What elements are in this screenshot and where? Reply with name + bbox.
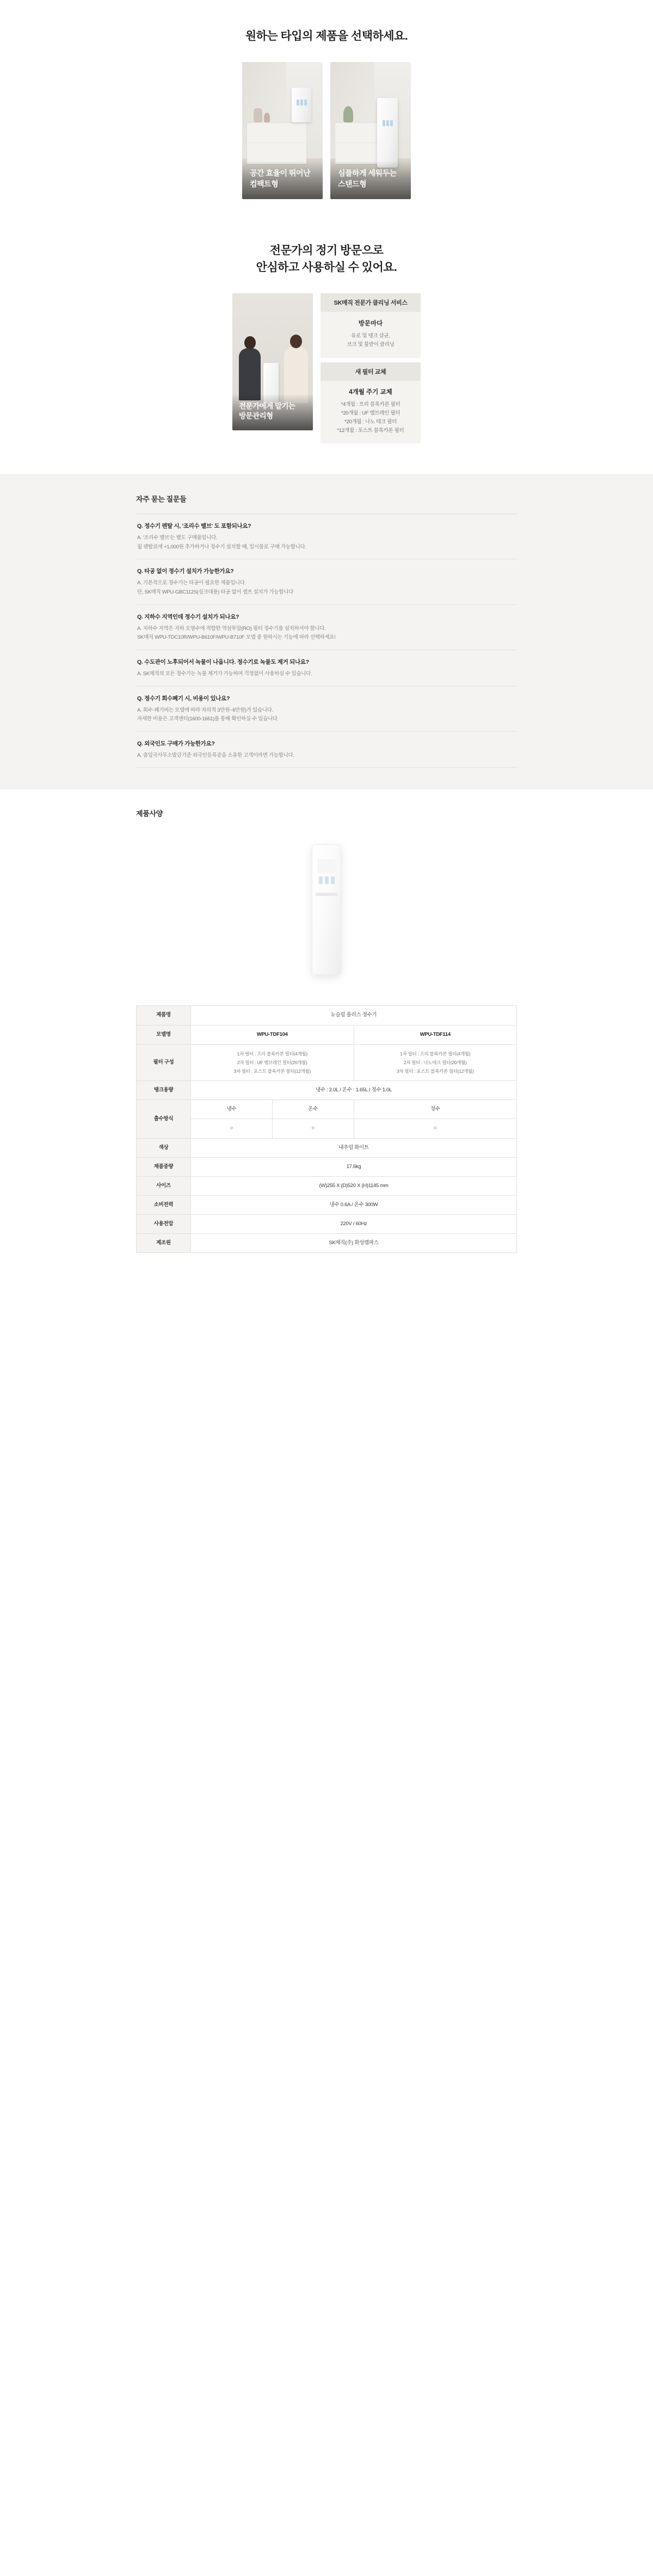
- stand-purifier-illustration: [377, 98, 398, 168]
- spec-value-cell: ○: [272, 1119, 354, 1138]
- faq-answer-line: 월 렌탈료에 +1,000원 추가하거나 정수기 설치할 때, 일시불로 구매 가능합니다.: [137, 543, 306, 550]
- spec-row: [137, 1006, 517, 1025]
- care-visit-box: [321, 312, 421, 357]
- tap-icons: [381, 119, 393, 126]
- faq-answer: [137, 706, 516, 724]
- spec-title: 제품사양: [136, 810, 163, 818]
- care-title-line2: 안심하고 사용하실 수 있어요.: [256, 261, 397, 274]
- visit-line-1: 유로 및 탱크 살균,: [351, 333, 390, 339]
- care-service-header: SK매직 전문가 클리닝 서비스: [321, 293, 421, 312]
- counter: [247, 122, 307, 164]
- faq-title: 자주 묻는 질문들: [136, 495, 187, 504]
- care-caption-line1: 전문가에게 맡기는: [239, 401, 295, 410]
- spec-row: [137, 1195, 517, 1214]
- spec-row: [137, 1176, 517, 1195]
- care-photo-card[interactable]: [232, 293, 313, 430]
- filter-line-1: *4개월 : 프리 블록카본 필터: [341, 401, 401, 407]
- spec-value-cell: 뉴슬림 플러스 정수기: [191, 1006, 517, 1025]
- stand-card-caption: [330, 160, 411, 199]
- spec-value-line: 3차 필터 : 포스트 블록카본 필터(12개월): [397, 1068, 474, 1074]
- filter-line-3: *20개월 : 나노 테크 필터: [344, 418, 397, 425]
- faq-question: Q. 지하수 지역인데 정수기 설치가 되나요?: [137, 613, 239, 620]
- spec-section: [0, 789, 653, 1275]
- care-title-line1: 전문가의 정기 방문으로: [269, 244, 384, 257]
- faq-answer: [137, 670, 516, 679]
- faq-answer-line: A. 지하수 지역은 지하 오염수에 적합한 역삼투압(RO) 필터 정수기를 설치하셔야 합니다.: [137, 625, 326, 632]
- spec-row-header: 필터 구성: [137, 1044, 191, 1080]
- filter-box: [321, 381, 421, 444]
- spec-row: [137, 1157, 517, 1176]
- spec-row-header: 소비전력: [137, 1195, 191, 1214]
- visit-line-2: 코크 및 물받이 클리닝: [347, 342, 395, 348]
- spec-table-body: [137, 1006, 517, 1253]
- spec-value-cell: ○: [354, 1119, 517, 1138]
- spec-value-line: 2차 필터 : 나노테크 필터(20개월): [403, 1059, 467, 1065]
- type-card-list: [0, 62, 653, 199]
- spec-value-line: 2차 필터 : UF 멤브레인 필터(20개월): [237, 1059, 307, 1065]
- faq-question: Q. 타공 없이 정수기 설치가 가능한가요?: [137, 568, 234, 575]
- compact-caption-line1: 공간 효율이 뛰어난: [250, 169, 310, 178]
- type-selection-title: 원하는 타입의 제품을 선택하세요.: [245, 30, 408, 42]
- faq-question: Q. 정수기 회수폐기 시, 비용이 있나요?: [137, 695, 230, 702]
- faq-answer-line: A. SK매직의 모든 정수기는 녹물 제거가 가능하며 걱정없이 사용하실 수 있습니다.: [137, 670, 312, 677]
- faq-answer: [137, 751, 516, 761]
- faq-answer-line: A. 회수·폐기비는 모델에 따라 자의적 3만원~6만원)가 있습니다.: [137, 707, 273, 713]
- faq-answer-line: A. '조리수 밸브'는 별도 구매품입니다.: [137, 535, 218, 541]
- filter-line-4: *12개월 : 포스트 블록카본 필터: [337, 428, 404, 434]
- faq-section: [0, 474, 653, 789]
- spec-row: [137, 1025, 517, 1044]
- spec-value-line: 3차 필터 : 포스트 블록카본 필터(12개월): [233, 1068, 311, 1074]
- stand-caption-line1: 심플하게 세워두는: [338, 169, 397, 178]
- faq-item[interactable]: [136, 605, 517, 650]
- spec-row-header: 모델명: [137, 1025, 191, 1044]
- tap-icons: [295, 98, 307, 105]
- spec-row-header: 탱크용량: [137, 1081, 191, 1100]
- tap-icons: [317, 876, 336, 887]
- faq-item[interactable]: [136, 559, 517, 604]
- type-selection-section: [0, 0, 653, 223]
- spec-row: [137, 1100, 517, 1119]
- faq-answer-line: 자세한 비용은 고객센터(1600-1661)를 통해 확인하실 수 있습니다.: [137, 716, 279, 722]
- spec-row-header: 색상: [137, 1138, 191, 1157]
- spec-value-cell: WPU-TDF104: [191, 1025, 354, 1044]
- care-service-section: [0, 223, 653, 474]
- compact-purifier-illustration: [292, 88, 311, 122]
- spec-table: [136, 1005, 517, 1253]
- spec-row: [137, 1138, 517, 1157]
- type-card-compact[interactable]: [242, 62, 323, 199]
- spec-value-cell: 내추럴 화이트: [191, 1138, 517, 1157]
- care-caption-line2: 방문관리형: [239, 412, 273, 421]
- spec-row-header: 사용전압: [137, 1215, 191, 1234]
- drip-tray: [316, 893, 337, 896]
- filter-title: 4개월 주기 교체: [349, 388, 392, 396]
- faq-question: Q. 수도관이 노후되어서 녹물이 나옵니다. 정수기로 녹물도 제거 되나요?: [137, 658, 309, 665]
- spec-value-cell: 17.6kg: [191, 1157, 517, 1176]
- care-photo-caption: [232, 394, 313, 431]
- technician-illustration: [239, 348, 261, 400]
- spec-inner: [136, 808, 517, 818]
- compact-caption-line2: 컴팩트형: [250, 179, 279, 188]
- faq-inner: [136, 493, 517, 768]
- faq-question: Q. 외국인도 구매가 가능한가요?: [137, 740, 215, 747]
- spec-subheader-cell: 정수: [354, 1100, 517, 1119]
- spec-value-line: 1차 필터 : 프리 블록카본 필터(4개월): [400, 1051, 471, 1057]
- spec-row-header: 제품중량: [137, 1157, 191, 1176]
- faq-question: Q. 정수기 렌탈 시, '조리수 밸브' 도 포함되나요?: [137, 523, 251, 530]
- control-panel: [317, 859, 336, 873]
- faq-answer: [137, 625, 516, 643]
- stand-caption-line2: 스탠드형: [338, 179, 367, 188]
- spec-row: [137, 1044, 517, 1080]
- spec-row-header: 제조원: [137, 1234, 191, 1253]
- compact-card-caption: [242, 160, 323, 199]
- small-vase-icon: [264, 113, 270, 122]
- spec-value-cell: [191, 1044, 354, 1080]
- care-filter-block: [321, 362, 421, 444]
- spec-row: [137, 1119, 517, 1138]
- spec-value-cell: 220V / 60Hz: [191, 1215, 517, 1234]
- faq-item[interactable]: [136, 514, 517, 559]
- type-card-stand[interactable]: [330, 62, 411, 199]
- filter-header: 새 필터 교체: [321, 362, 421, 381]
- spec-value-cell: ○: [191, 1119, 273, 1138]
- spec-value-line: 1차 필터 : 프리 블록카본 필터(4개월): [237, 1051, 307, 1057]
- spec-row-header: 제품명: [137, 1006, 191, 1025]
- filter-line-2: *20개월 : UF 멤브레인 필터: [341, 410, 401, 416]
- faq-answer-line: SK매직 WPU-TDC10R/WPU-B610F/WPU-B710F 모델 중 원하시는 기능에 따라 선택하세요!: [137, 634, 336, 641]
- visit-title: 방문마다: [358, 320, 383, 328]
- spec-value-cell: 냉수 : 2.0L / 온수 : 1.65L / 정수 1.0L: [191, 1081, 517, 1100]
- spec-row: [137, 1215, 517, 1234]
- faq-item[interactable]: [136, 732, 517, 768]
- faq-answer-line: A. 출입국사무소발급기준 외국인등록증을 소유한 고객이라면 가능합니다.: [137, 752, 294, 758]
- spec-value-cell: WPU-TDF114: [354, 1025, 517, 1044]
- faq-answer-line: 단, SK매직 WPU-GBC112S(싱크대용) 타공 없이 셀프 설치가 가능합니다: [137, 589, 294, 596]
- care-content: [0, 293, 653, 443]
- care-section-title: [0, 243, 653, 276]
- product-hero-image: [0, 828, 653, 991]
- spec-row: [137, 1234, 517, 1253]
- spec-row: [137, 1081, 517, 1100]
- spec-value-cell: [354, 1044, 517, 1080]
- faq-answer: [137, 534, 516, 552]
- faq-item[interactable]: [136, 650, 517, 687]
- spec-subheader-cell: 온수: [272, 1100, 354, 1119]
- spec-value-cell: (W)255 X (D)520 X (H)1145 mm: [191, 1176, 517, 1195]
- product-detail-page: [0, 0, 653, 1275]
- spec-value-cell: 냉수 0.6A / 온수 300W: [191, 1195, 517, 1214]
- faq-answer-line: A. 기본적으로 정수기는 타공이 필요한 제품입니다.: [137, 580, 246, 586]
- spec-row-header: 사이즈: [137, 1176, 191, 1195]
- faq-item[interactable]: [136, 687, 517, 732]
- faq-answer: [137, 579, 516, 597]
- spec-subheader-cell: 냉수: [191, 1100, 273, 1119]
- care-info-column: [321, 293, 421, 443]
- vase-icon: [254, 108, 262, 122]
- spec-value-cell: SK매직(주) 화성램파스: [191, 1234, 517, 1253]
- care-visit-block: [321, 293, 421, 357]
- product-illustration: [312, 844, 341, 975]
- spec-row-header: 출수방식: [137, 1100, 191, 1138]
- faq-list: [136, 514, 517, 768]
- plant-icon: [343, 106, 353, 122]
